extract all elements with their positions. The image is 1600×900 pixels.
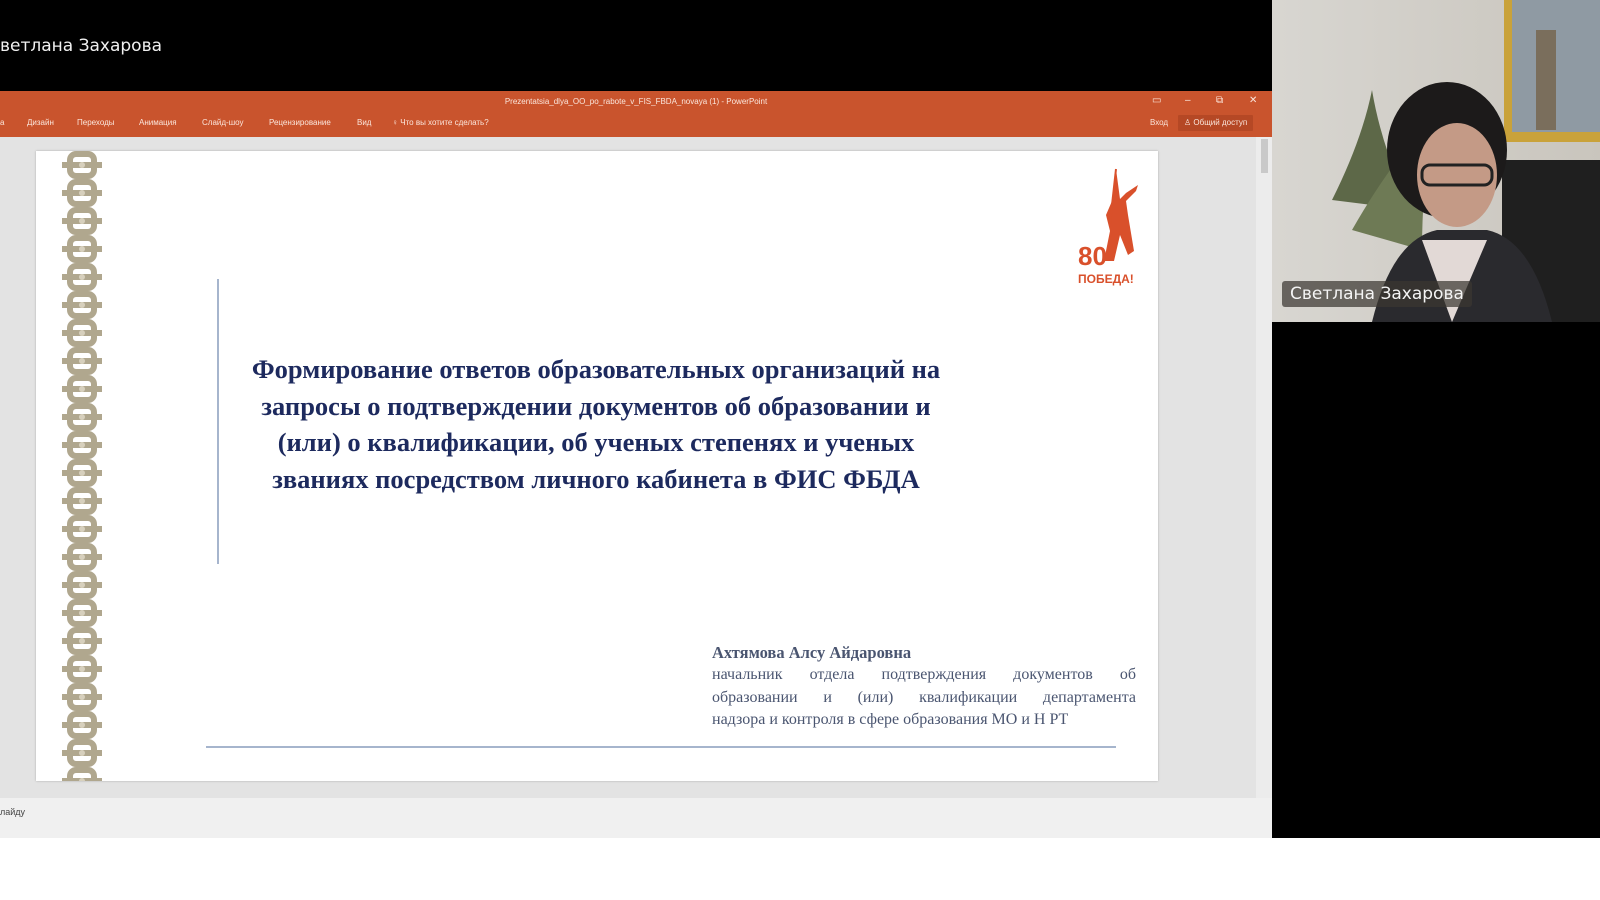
title-accent-line <box>217 279 219 564</box>
tab-animations[interactable]: Анимация <box>139 118 177 127</box>
victory-80-logo <box>1076 165 1142 287</box>
status-bar <box>0 798 1272 838</box>
author-block <box>712 642 1136 732</box>
lightbulb-icon: ♀ <box>392 118 398 127</box>
status-text: лайду <box>0 807 26 817</box>
slide <box>36 151 1158 781</box>
restore-icon[interactable]: ⧉ <box>1216 95 1224 106</box>
participant-name-label: Светлана Захарова <box>1282 281 1472 307</box>
tab-view[interactable]: Вид <box>357 118 372 127</box>
document-title: Prezentatsia_dlya_OO_po_rabote_v_FIS_FBDA_novaya (1) - PowerPoint <box>504 97 768 106</box>
author-position-line: надзора и контроля в сфере образования МО и Н РТ <box>712 711 1069 728</box>
chain-ornament <box>62 151 102 781</box>
participant-panel <box>1272 0 1600 838</box>
sign-in-link[interactable]: Вход <box>1150 118 1169 127</box>
scrollbar-thumb[interactable] <box>1261 139 1268 173</box>
ribbon <box>0 91 1272 137</box>
tab-slideshow[interactable]: Слайд-шоу <box>202 118 244 127</box>
close-icon[interactable]: ✕ <box>1249 95 1258 106</box>
author-position-line: начальник отдела подтверждения документов об <box>712 666 1136 683</box>
logo-word: ПОБЕДА! <box>1078 272 1134 286</box>
share-button-label: Общий доступ <box>1193 118 1248 127</box>
presenter-name-label: ветлана Захарова <box>0 36 163 56</box>
person-icon: ♙ <box>1184 118 1192 127</box>
tab-partial[interactable]: а <box>0 118 5 127</box>
tab-review[interactable]: Рецензирование <box>269 118 331 127</box>
participant-video[interactable] <box>1272 0 1600 322</box>
minimize-icon[interactable]: – <box>1185 95 1191 106</box>
powerpoint-window <box>0 91 1272 838</box>
author-position-line: образовании и (или) квалификации департамента <box>712 688 1136 706</box>
slide-title: Формирование ответов образовательных организаций на запросы о подтверждении документов об образовании и (или) о квалификации, об ученых степенях и ученых званиях посредством личного кабинета в ФИС ФБДА <box>251 354 941 494</box>
author-name: Ахтямова Алсу Айдаровна <box>712 643 912 662</box>
ribbon-display-options-icon[interactable]: ▭ <box>1152 95 1162 106</box>
tab-design[interactable]: Дизайн <box>27 118 54 127</box>
logo-number: 80 <box>1078 241 1107 271</box>
share-button[interactable] <box>1178 115 1253 131</box>
tab-transitions[interactable]: Переходы <box>77 118 115 127</box>
tell-me-search[interactable] <box>392 118 489 127</box>
vertical-scrollbar[interactable] <box>1256 137 1272 798</box>
footer-divider <box>206 746 1116 748</box>
participant-video-frame <box>1272 0 1600 322</box>
tell-me-label: Что вы хотите сделать? <box>400 118 489 127</box>
slide-canvas <box>0 137 1272 798</box>
